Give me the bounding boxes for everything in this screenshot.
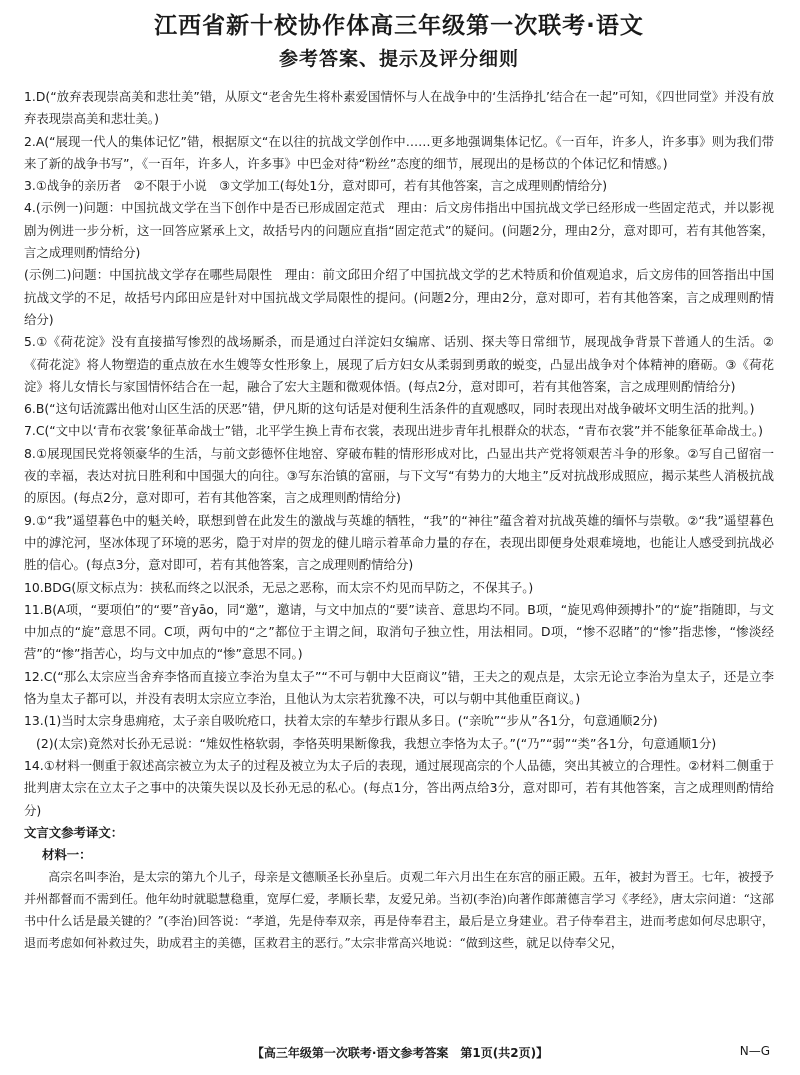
answer-item-4-example-1: 4.(示例一)问题：中国抗战文学在当下创作中是否已形成固定范式 理由：后文房伟指出中国抗战文学已经形成一些固定范式，并以影视剧为例进一步分析，这一回答应紧承上文，故括号内的问题应直指“固定范式”的疑问。(问题2分，理由2分，意对即可，若有其他答案，言之成理则酌情给分) xyxy=(24,200,774,261)
page-subtitle: 参考答案、提示及评分细则 xyxy=(278,48,519,70)
answer-item-11: 11.B(A项，“要项伯”的“要”音yāo，同“邀”，邀请，与文中加点的“要”读音、意思均不同。B项，“旋见鸡伸颈搏扑”的“旋”指随即，与文中加点的“旋”意思不同。C项，两句中的“之”都位于主谓之间，取消句子独立性，用法相同。D项，“惨不忍睹”的“惨”指悲惨，“惨淡经营”的“惨”指苦心，均与文中加点的“惨”意思不同。) xyxy=(24,601,774,662)
answer-item-2: 2.A(“展现一代人的集体记忆”错，根据原文“在以往的抗战文学创作中……更多地强调集体记忆。《一百年，许多人，许多事》则为我们带来了新的战争书写”，《一百年，许多人，许多事》中巴金对待“粉丝”态度的细节，展现出的是杨苡的个体记忆和情感。) xyxy=(24,133,774,171)
answer-item-13-2: (2)(太宗)竟然对长孙无忌说：“雉奴性格软弱，李恪英明果断像我，我想立李恪为太子。”(“乃”“弱”“类”各1分，句意通顺1分) xyxy=(36,735,717,751)
answer-item-1: 1.D(“放弃表现崇高美和悲壮美”错，从原文“老舍先生将朴素爱国情怀与人在战争中的‘生活挣扎’结合在一起”可知，《四世同堂》并没有放弃表现崇高美和悲壮美。) xyxy=(24,89,774,127)
footer-text: 【高三年级第一次联考·语文参考答案 第1页(共2页)】 xyxy=(251,1046,549,1060)
answer-item-5: 5.①《荷花淀》没有直接描写惨烈的战场厮杀，而是通过白洋淀妇女编席、话别、探夫等日常细节，展现战争背景下普通人的生活。②《荷花淀》将人物塑造的重点放在水生嫂等女性形象上，展现了后方妇女从柔弱到勇敢的蜕变，凸显出战争对个体精神的磨砺。③《荷花淀》将儿女情长与家国情怀结合在一起，融合了宏大主题和微观体悟。(每点2分，意对即可，若有其他答案，言之成理则酌情给分) xyxy=(24,334,774,394)
translation-heading: 文言文参考译文： xyxy=(24,824,124,840)
answer-item-12: 12.C(“那么太宗应当舍弃李恪而直接立李治为皇太子”“不可与朝中大臣商议”错，王夫之的观点是，太宗无论立李治为皇太子，还是立李恪为皇太子都可以，并没有表明太宗应立李治，且他认为太宗若犹豫不决，可以与朝中其他重臣商议。) xyxy=(24,668,774,707)
material-label: 材料一： xyxy=(42,847,92,863)
translation-text: 高宗名叫李治，是太宗的第九个儿子，母亲是文德顺圣长孙皇后。贞观二年六月出生在东宫的丽正殿。五年，被封为晋王。七年，被授予并州都督而不需到任。他年幼时就聪慧稳重，宽厚仁爱，孝顺长辈，友爱兄弟。当初(李治)向著作郎萧德言学习《孝经》，唐太宗问道：“这部书中什么话是最关键的？”(李治)回答说：“孝道，先是侍奉双亲，再是侍奉君主，最后是立身建业。君子侍奉君主，进而考虑如何尽忠职守，退而考虑如何补救过失，助成君主的美德，匡救君主的恶行。”太宗非常高兴地说：“做到这些，就足以侍奉父兄， xyxy=(24,870,774,951)
answer-item-9: 9.①“我”遥望暮色中的魁关岭，联想到曾在此发生的激战与英雄的牺牲，“我”的“神往”蕴含着对抗战英雄的缅怀与崇敬。②“我”遥望暮色中的滹沱河，坚冰体现了环境的恶劣，隐于对岸的贺龙的健儿暗示着革命力量的存在，表现出即便身处艰难境地，也能让人感受到抗战必胜的信心。(每点3分，意对即可，若有其他答案，言之成理则酌情给分) xyxy=(24,512,774,573)
answer-item-14: 14.①材料一侧重于叙述高宗被立为太子的过程及被立为太子后的表现，通过展现高宗的个人品德，突出其被立的合理性。②材料二侧重于批判唐太宗在立太子之事中的决策失误以及长孙无忌的私心。(每点1分，答出两点给3分，意对即可，若有其他答案，言之成理则酌情给分) xyxy=(24,757,774,818)
page-footer xyxy=(0,1044,800,1061)
answer-item-6: 6.B(“这句话流露出他对山区生活的厌恶”错，伊凡斯的这句话是对便利生活条件的直观感叹，同时表现出对战争破坏文明生活的批判。) xyxy=(24,401,755,417)
page-title: 江西省新十校协作体高三年级第一次联考·语文 xyxy=(154,13,644,39)
answer-item-7: 7.C(“文中以‘青布衣裳’象征革命战士”错，北平学生换上青布衣裳，表现出进步青年扎根群众的状态，“青布衣裳”并不能象征革命战士。) xyxy=(24,423,763,439)
answer-item-4-example-2: (示例二)问题：中国抗战文学存在哪些局限性 理由：前文邱田介绍了中国抗战文学的艺术特质和价值观追求，后文房伟的回答指出中国抗战文学的不足，故括号内邱田应是针对中国抗战文学局限性的提问。(问题2分，理由2分，意对即可，若有其他答案，言之成理则酌情给分) xyxy=(24,267,774,327)
answer-item-13-1: 13.(1)当时太宗身患痈疮，太子亲自吸吮疮口，扶着太宗的车辇步行跟从多日。(“亲吮”“步从”各1分，句意通顺2分) xyxy=(24,713,658,729)
answer-item-8: 8.①展现国民党将领豪华的生活，与前文彭德怀住地窑、穿破布鞋的情形形成对比，凸显出共产党将领艰苦斗争的形象。②写自己留宿一夜的幸福，表达对抗日胜利和中国强大的向往。③写东治镇的富丽，与下文写“有势力的大地主”反对抗战形成照应，揭示某些人消极抗战的原因。(每点2分，意对即可，若有其他答案，言之成理则酌情给分) xyxy=(24,445,774,506)
answer-item-3: 3.①战争的亲历者 ②不限于小说 ③文学加工(每处1分，意对即可，若有其他答案，言之成理则酌情给分) xyxy=(24,178,608,194)
answer-list xyxy=(24,86,774,954)
answer-item-10: 10.BDG(原文标点为：挟私而终之以泯杀，无忌之恶称，而太宗不灼见而早防之，不保其子。) xyxy=(24,579,534,595)
footer-code: N—G xyxy=(739,1044,770,1058)
